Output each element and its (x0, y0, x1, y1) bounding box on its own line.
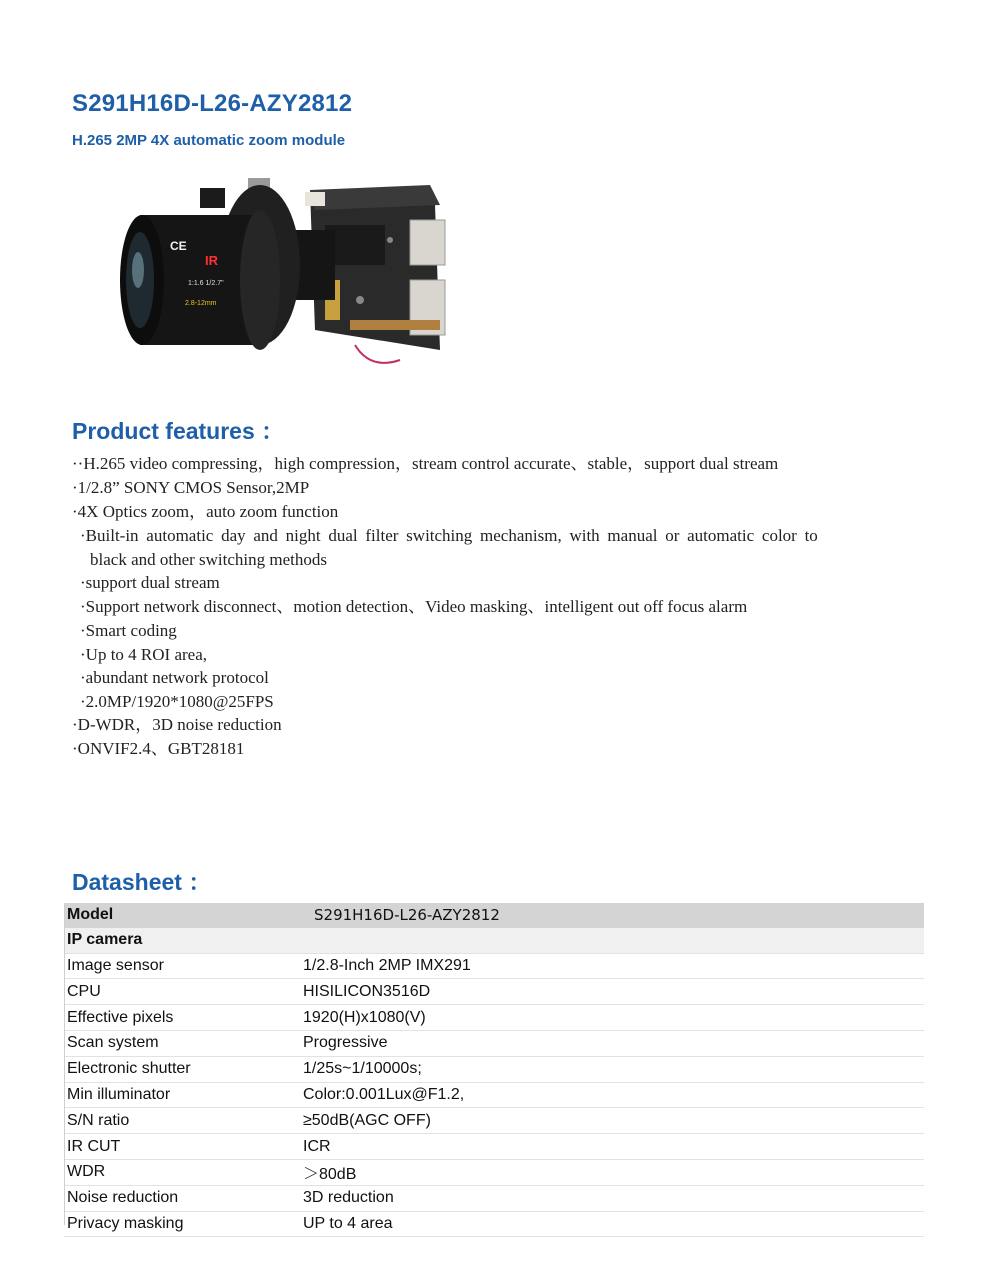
feature-item-continuation: black and other switching methods (90, 550, 328, 569)
spec-label: Scan system (64, 1030, 300, 1056)
feature-item: ·support dual stream (80, 573, 220, 592)
spec-label: WDR (64, 1159, 300, 1185)
feature-item: ·Built-in automatic day and night dual filter switching mechanism, with manual or automatic color to (80, 526, 818, 545)
camera-module-image (110, 170, 455, 390)
table-row (64, 1185, 924, 1211)
datasheet-heading: Datasheet ： (72, 869, 212, 895)
spec-value: ＞80dB (300, 1159, 924, 1185)
spec-value: 1/2.8-Inch 2MP IMX291 (300, 953, 924, 979)
feature-item: ··H.265 video compressing，high compression，stream control accurate、stable，support dual stream (72, 454, 779, 473)
table-row (64, 1211, 924, 1237)
table-row (64, 1005, 924, 1031)
product-title: S291H16D-L26-AZY2812 (72, 90, 353, 117)
spec-label: Electronic shutter (64, 1056, 300, 1082)
table-row (64, 953, 924, 979)
lens-focal-text: 2.8-12mm (185, 300, 217, 307)
model-value: S291H16D-L26-AZY2812 (300, 903, 924, 928)
feature-item: ·D-WDR，3D noise reduction (72, 715, 282, 734)
spec-label: Effective pixels (64, 1005, 300, 1031)
feature-item: ·1/2.8” SONY CMOS Sensor,2MP (72, 478, 310, 497)
lens-ce-text: CE (170, 239, 187, 253)
spec-value: HISILICON3516D (300, 979, 924, 1005)
product-features-heading: Product features ： (72, 418, 285, 444)
feature-item: ·abundant network protocol (80, 668, 269, 687)
spec-label: CPU (64, 979, 300, 1005)
spec-label: Image sensor (64, 953, 300, 979)
feature-item: ·Support network disconnect、motion detection、Video masking、intelligent out off focus alarm (80, 597, 748, 616)
table-row (64, 1134, 924, 1160)
table-row (64, 1159, 924, 1185)
spec-value: ≥50dB(AGC OFF) (300, 1108, 924, 1134)
spec-label: S/N ratio (64, 1108, 300, 1134)
table-row (64, 1056, 924, 1082)
table-row (64, 1082, 924, 1108)
spec-label: Privacy masking (64, 1211, 300, 1237)
spec-label: IR CUT (64, 1134, 300, 1160)
lens-aperture-text: 1:1.6 1/2.7" (188, 280, 224, 287)
spec-label: Min illuminator (64, 1082, 300, 1108)
table-row (64, 1108, 924, 1134)
table-row (64, 979, 924, 1005)
spec-label: Noise reduction (64, 1185, 300, 1211)
zoom-lens (120, 178, 335, 350)
feature-item: ·2.0MP/1920*1080@25FPS (80, 692, 274, 711)
product-subtitle: H.265 2MP 4X automatic zoom module (72, 132, 346, 149)
feature-item: ·4X Optics zoom，auto zoom function (72, 502, 339, 521)
table-left-border (64, 903, 65, 1225)
feature-item: ·ONVIF2.4、GBT28181 (72, 739, 245, 758)
model-label: Model (64, 903, 300, 928)
spec-value: 1920(H)x1080(V) (300, 1005, 924, 1031)
spec-value: 1/25s~1/10000s; (300, 1056, 924, 1082)
table-row (64, 1030, 924, 1056)
spec-value: Progressive (300, 1030, 924, 1056)
spec-value: Color:0.001Lux@F1.2, (300, 1082, 924, 1108)
table-row (64, 903, 924, 928)
spec-value: 3D reduction (300, 1185, 924, 1211)
feature-item: ·Smart coding (80, 621, 177, 640)
spec-value: UP to 4 area (300, 1211, 924, 1237)
table-row (64, 928, 924, 953)
lens-ir-text: IR (205, 253, 218, 268)
group-label: IP camera (64, 928, 924, 953)
datasheet-table (64, 903, 924, 1237)
spec-value: ICR (300, 1134, 924, 1160)
feature-item: ·Up to 4 ROI area, (80, 645, 207, 664)
